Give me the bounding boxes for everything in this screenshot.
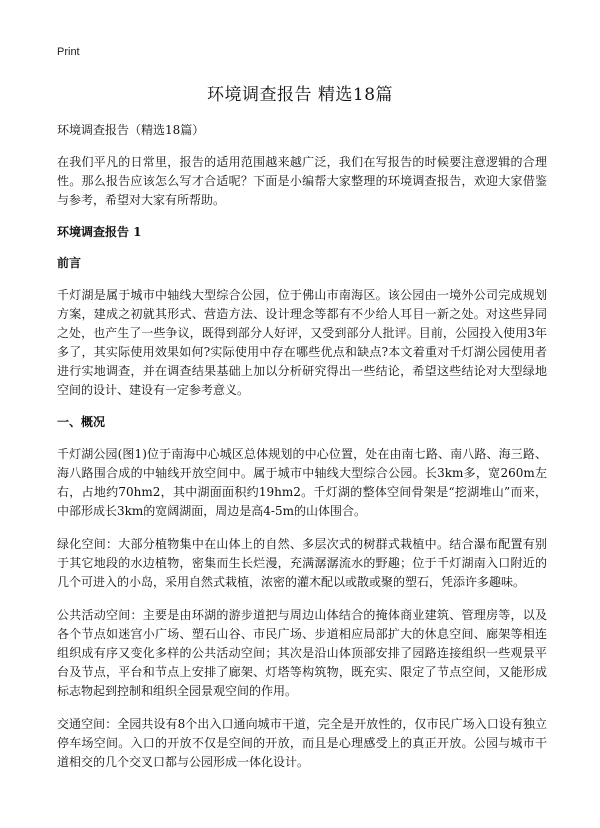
traffic-space-paragraph: 交通空间：全园共设有8个出入口通向城市干道，完全是开放性的，仅市民广场入口设有独立停车场空间。入口的开放不仅是空间的开放，而且是心理感受上的真正开放。公园与城市干道相交的几个交叉口都与公园形成一体化设计。 <box>57 717 547 769</box>
section-heading: 环境调查报告 1 <box>57 225 142 239</box>
preface-heading: 前言 <box>57 256 82 270</box>
overview-heading: 一、概况 <box>57 415 106 429</box>
document-subtitle: 环境调查报告（精选18篇） <box>57 123 205 137</box>
document-body <box>57 122 547 786</box>
intro-paragraph: 在我们平凡的日常里，报告的适用范围越来越广泛，我们在写报告的时候要注意逻辑的合理性。那么报告应该怎么写才合适呢？下面是小编帮大家整理的环境调查报告，欢迎大家借鉴与参考，希望对大家有所帮助。 <box>57 155 547 207</box>
green-space-paragraph: 绿化空间：大部分植物集中在山体上的自然、多层次式的树群式栽植中。结合瀑布配置有别于其它地段的水边植物，密集而生长烂漫，充满潺潺流水的野趣；位于千灯湖南入口附近的几个可进入的小岛，采用自然式栽植，浓密的灌木配以或散或聚的塑石，凭添许多趣味。 <box>57 537 547 589</box>
page-title: 环境调查报告 精选18篇 <box>206 85 394 105</box>
public-space-paragraph: 公共活动空间：主要是由环湖的游步道把与周边山体结合的掩体商业建筑、管理房等，以及各个节点如迷宫小广场、塑石山谷、市民广场、步道相应局部扩大的休息空间、廊架等相连组织成有序又变化多样的公共活动空间；其次是沿山体顶部安排了园路连接组织一些观景平台及节点，平台和节点上安排了廊架、灯塔等构筑物，既充实、限定了节点空间，又能形成标志物起到控制和组织全园景观空间的作用。 <box>57 608 547 698</box>
preface-paragraph: 千灯湖是属于城市中轴线大型综合公园，位于佛山市南海区。该公园由一境外公司完成规划方案，建成之初就其形式、营造方法、设计理念等都有不少给人耳目一新之处。对这些异同之处，也产生了一些争议，既得到部分人好评，又受到部分人批评。目前，公园投入使用3年多了，其实际使用效果如何?实际使用中存在哪些优点和缺点?本文着重对千灯湖公园使用者进行实地调查，并在调查结果基础上加以分析研究得出一些结论，希望这些结论对大型绿地空间的设计、建设有一定参考意义。 <box>57 288 547 397</box>
print-label: Print <box>57 46 80 58</box>
overview-paragraph: 千灯湖公园(图1)位于南海中心城区总体规划的中心位置，处在由南七路、南八路、海三路、海八路围合成的中轴线开放空间中。属于城市中轴线大型综合公园。长3km多，宽260m左右，占地约70hm2，其中湖面面积约19hm2。千灯湖的整体空间骨架是“挖湖堆山”而来，中部形成长3km的宽阔湖面，周边是高4-5m的山体围合。 <box>57 447 547 518</box>
